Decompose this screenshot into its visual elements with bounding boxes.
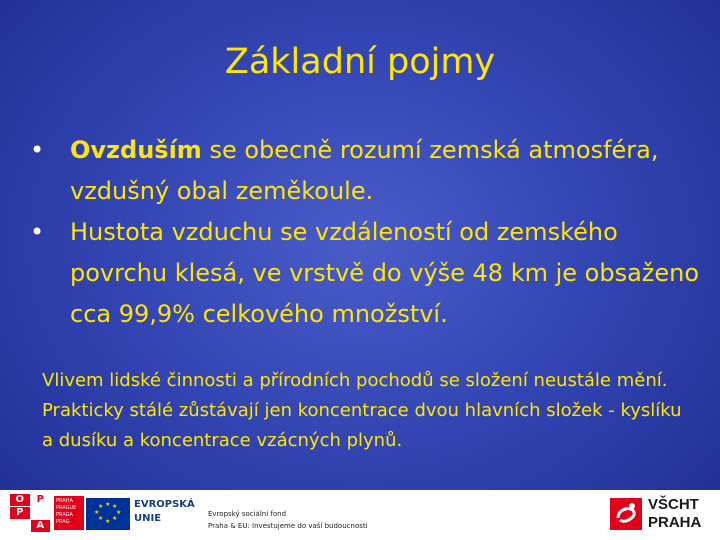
eu-logo-line: UNIE bbox=[134, 513, 162, 524]
vscht-logo-line: VŠCHT bbox=[648, 496, 699, 513]
vscht-logo-text bbox=[648, 496, 701, 532]
bullet-text: Hustota vzduchu se vzdáleností od zemského povrchu klesá, ve vrstvě do výše 48 km je obsaženo cca 99,9% celkového množství. bbox=[70, 218, 700, 328]
slide-title: Základní pojmy bbox=[224, 42, 496, 82]
eu-logo-text bbox=[134, 498, 195, 526]
bullet-text: se obecně rozumí zemská atmosféra, vzdušný obal zeměkoule. bbox=[70, 136, 659, 205]
opp-logo-letter: A bbox=[31, 520, 51, 532]
eu-logo-line: EVROPSKÁ bbox=[134, 499, 195, 510]
opp-logo-letter: P bbox=[10, 507, 30, 519]
bullet-list bbox=[30, 130, 700, 335]
bullet-icon: • bbox=[30, 218, 45, 246]
eu-star-icon: ★ bbox=[112, 503, 118, 510]
eu-star-icon: ★ bbox=[105, 501, 111, 508]
opp-side-line: PRAHA bbox=[56, 498, 73, 504]
body-paragraph: Vlivem lidské činnosti a přírodních pochodů se složení neustále mění. Prakticky stálé zůstávají jen koncentrace dvou hlavních složek - kyslíku a dusíku a koncentrace vzácných plynů. bbox=[42, 370, 682, 451]
eu-star-icon: ★ bbox=[112, 515, 118, 522]
opp-logo-side bbox=[54, 496, 84, 530]
footer-logo-bar bbox=[0, 490, 720, 540]
eu-star-icon: ★ bbox=[94, 509, 100, 516]
opp-side-line: PRAG bbox=[56, 519, 70, 525]
eu-star-icon: ★ bbox=[116, 509, 122, 516]
opp-logo-letter bbox=[10, 520, 30, 532]
esf-caption bbox=[208, 508, 368, 532]
bullet-icon: • bbox=[30, 136, 45, 164]
opp-logo-letter: P bbox=[36, 494, 44, 505]
opp-logo-side-text bbox=[54, 496, 84, 528]
eu-star-icon: ★ bbox=[98, 503, 104, 510]
vscht-logo-line: PRAHA bbox=[648, 514, 702, 531]
opp-praha-logo bbox=[10, 494, 82, 532]
opp-logo-letter: O bbox=[10, 494, 30, 506]
opp-side-line: PRAGA bbox=[56, 512, 73, 518]
esf-caption-line: Evropský sociální fond bbox=[208, 510, 287, 518]
opp-logo-grid bbox=[10, 494, 50, 532]
eu-flag-icon bbox=[86, 498, 130, 530]
bullet-item bbox=[30, 212, 700, 335]
eu-star-icon: ★ bbox=[105, 518, 111, 525]
vscht-logo-icon bbox=[610, 498, 642, 530]
eu-star-icon: ★ bbox=[98, 515, 104, 522]
vscht-swirl-icon bbox=[610, 498, 642, 530]
bullet-bold-term: Ovzduším bbox=[70, 136, 202, 164]
bullet-item bbox=[30, 130, 700, 212]
opp-logo-letter bbox=[31, 507, 51, 519]
esf-caption-line: Praha & EU: Investujeme do vaší budoucnosti bbox=[208, 522, 368, 530]
opp-side-line: PRAGUE bbox=[56, 505, 77, 511]
